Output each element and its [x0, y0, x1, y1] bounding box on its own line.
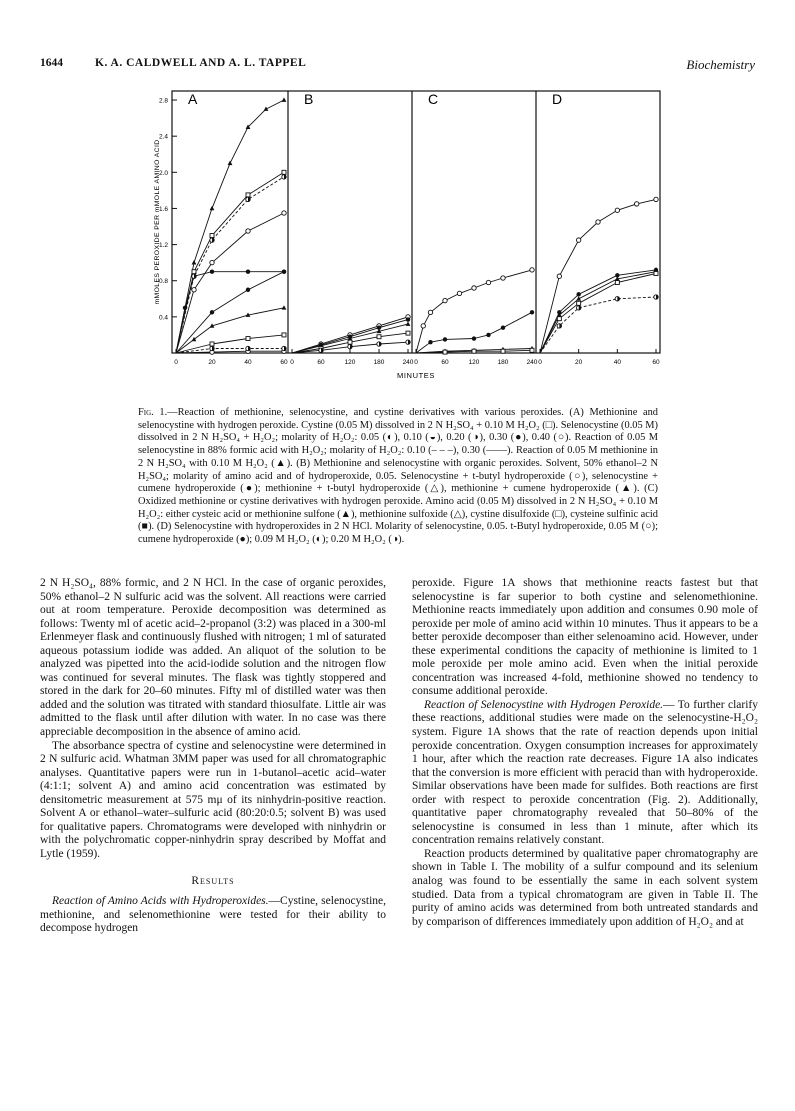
data-point: [348, 340, 352, 344]
body-text: [40, 577, 758, 1097]
paragraph: The absorbance spectra of cystine and selenocystine were determined in 2 N sulfuric acid. Whatman 3MM paper was used for all chromatographic analyses. Quantitative papers were run in 1-butanol–acetic acid–water (4:1:1; solvent A) and amino acid concentration was estimated by densitometric measurement at 575 mμ of its ninhydrin-positive reaction. Solvent A or ethanol–water–sulfuric acid (80:20:0.5; solvent B) was used for qualitative papers. Chromatograms were developed with ninhydrin or with the polychromatic copper-ninhydrin spray described by Moffat and Lytle (1959).: [40, 739, 386, 860]
page-header: [40, 57, 755, 75]
x-tick-label: 180: [373, 359, 385, 366]
data-point: [282, 97, 287, 101]
data-point: [246, 337, 250, 341]
data-point: [421, 324, 425, 328]
paragraph: Reaction products determined by qualitative paper chromatography are shown in Table I. The mobility of a sulfur compound and its selenium analog was found to be essentially the same in each solvent system studied. Data from a typical chromatogram are given in Table II. The purity of amino acids was determined from both untreated standards and by comparison of differences immediately upon addition of H₂O₂ and at: [412, 847, 758, 928]
data-point: [615, 208, 619, 212]
data-point: [406, 331, 410, 335]
data-point: [557, 317, 561, 321]
x-tick-label: 120: [468, 359, 480, 366]
data-point: [443, 350, 447, 354]
y-tick-label: 1.2: [158, 242, 168, 250]
x-tick-label: 40: [244, 359, 252, 366]
x-tick-label: 60: [317, 359, 325, 366]
x-tick-label: 0: [290, 359, 294, 366]
data-point: [210, 260, 214, 264]
data-point: [577, 301, 581, 305]
data-point: [654, 271, 658, 275]
data-point: [443, 337, 447, 341]
panel-label: C: [428, 91, 439, 107]
y-tick-label: 0.8: [158, 278, 168, 286]
data-point: [486, 333, 490, 337]
data-point: [246, 288, 250, 292]
data-point: [654, 197, 658, 201]
caption-label: Fig. 1.: [138, 407, 168, 418]
data-point: [530, 348, 534, 352]
data-point: [192, 288, 196, 292]
data-point: [530, 268, 534, 272]
data-point: [501, 326, 505, 330]
panel-label: B: [304, 91, 314, 107]
running-authors: K. A. CALDWELL AND A. L. TAPPEL: [95, 57, 307, 69]
x-tick-label: 0: [538, 359, 542, 366]
x-tick-label: 240: [402, 359, 414, 366]
data-point: [615, 281, 619, 285]
data-point: [634, 202, 638, 206]
figure-1-chart: [150, 85, 670, 390]
run-in-heading: Reaction of Selenocystine with Hydrogen Peroxide.: [424, 698, 664, 711]
y-tick-label: 2.8: [158, 97, 168, 105]
data-point: [457, 291, 461, 295]
x-tick-label: 20: [208, 359, 216, 366]
data-point: [530, 310, 534, 314]
section-heading: Results: [191, 875, 235, 888]
data-point: [486, 280, 490, 284]
x-tick-label: 60: [441, 359, 449, 366]
y-tick-label: 2.0: [158, 169, 168, 177]
paragraph: peroxide. Figure 1A shows that methionine reacts fastest but that selenocystine is far superior to both cystine and selenomethionine. Methionine reacts immediately upon addition and consumes 0.90 mole of peroxide per mole of amino acid within 10 minutes. Thus it appears to be a better peroxide decomposer than either selenoamino acid. However, under these experimental conditions the capacity of methionine is limited to 1 mole peroxide per mole amino acid. Even when the initial peroxide concentration was increased 4-fold, methionine showed no tendency to consume additional peroxide.: [412, 577, 758, 698]
figure-border: [172, 91, 660, 353]
x-tick-label: 60: [652, 359, 660, 366]
paragraph: Reaction of Amino Acids with Hydroperoxides.—Cystine, selenocystine, methionine, and selenomethionine were tested for their ability to decompose hydrogen: [40, 895, 386, 935]
x-tick-label: 60: [280, 359, 288, 366]
right-column: [412, 577, 758, 929]
data-point: [192, 260, 197, 264]
series-line: [176, 100, 284, 353]
page-number: 1644: [40, 57, 63, 69]
x-tick-label: 20: [575, 359, 583, 366]
data-point: [443, 298, 447, 302]
data-point: [406, 317, 410, 321]
data-point: [557, 274, 561, 278]
data-point: [282, 305, 287, 309]
data-point: [472, 286, 476, 290]
data-point: [576, 292, 580, 296]
data-point: [576, 238, 580, 242]
journal-name: Biochemistry: [686, 57, 755, 72]
data-point: [282, 269, 286, 273]
paragraph: 2 N H₂SO₄, 88% formic, and 2 N HCl. In the case of organic peroxides, 50% ethanol–2 N sulfuric acid was the solvent. All reactions were carried out at room temperature. Peroxide decomposition was determined as follows: Twenty ml of acetic acid–2-propanol (3:2) was placed in a 300-ml Erlenmeyer flask and continuously flushed with nitrogen; 1 ml of saturated aqueous potassium iodide was added. An aliquot of the solution to be analyzed was pipetted into the acid-iodide solution and the nitrogen flow was continued for several minutes. The flask was tightly stoppered and stored in the dark for 20–60 minutes. Fifty ml of distilled water was then added and the solution was titrated with standard thiosulfate. Little air was admitted to the flask until after dilution with water. In no case was there appreciable decomposition in the absence of amino acid.: [40, 577, 386, 739]
x-tick-label: 0: [414, 359, 418, 366]
run-in-heading: Reaction of Amino Acids with Hydroperoxides.: [52, 895, 269, 908]
data-point: [472, 349, 476, 353]
data-point: [282, 170, 286, 174]
data-point: [501, 276, 505, 280]
data-point: [228, 161, 233, 165]
y-tick-label: 1.6: [158, 205, 168, 213]
figure-frame: [172, 91, 660, 353]
data-point: [472, 336, 476, 340]
y-axis-label: mMOLES PEROXIDE PER mMOLE AMINO ACID: [154, 139, 161, 305]
data-point: [210, 234, 214, 238]
x-tick-label: 120: [344, 359, 356, 366]
data-point: [246, 229, 250, 233]
data-point: [246, 269, 250, 273]
panel-label: A: [188, 91, 198, 107]
caption-text: —Reaction of methionine, selenocystine, and cystine derivatives with various peroxides. (A) Methionine and selenocystine with hydrogen peroxide. Cystine (0.05 M) dissolved in 2 N H₂SO₄ + 0.10 M H₂O₂ (□). Selenocystine (0.05 M) dissolved in 2 N H₂SO₄ + H₂O₂; molarity of H₂O₂: 0.05 (◐), 0.10 (◒), 0.20 (◑), 0.30 (●), 0.40 (○). Reaction of 0.05 M selenocystine in 88% formic acid with H₂O₂; molarity of H₂O₂: 0.10 (– – –), 0.30 (——). Reaction of 0.05 M methionine in 2 N H₂SO₄ with 0.10 M H₂O₂ (▲). (B) Methionine and selenocystine with organic peroxides. Solvent, 50% ethanol–2 N H₂SO₄; molarity of amino acid and of hydroperoxide, 0.05. Selenocystine + t-butyl hydroperoxide (○), selenocystine + cumene hydroperoxide (●); methionine + t-butyl hydroperoxide (△), methionine + cumene hydroperoxide (▲). (C) Oxidized methionine or cystine derivatives with hydrogen peroxide. Amino acid (0.05 M) dissolved in 2 N H₂SO₄ + 0.10 M H₂O₂: either cysteic acid or methionine sulfone (▲), methionine sulfoxide (△), cystine disulfoxide (□), cysteine sulfinic acid (■). (D) Selenocystine with hydroperoxides in 2 N HCl. Molarity of selenocystine, 0.05. t-Butyl hydroperoxide, 0.05 M (○); cumene hydroperoxide (●); 0.09 M H₂O₂ (◐); 0.20 M H₂O₂ (◑).: [138, 407, 658, 546]
data-point: [428, 340, 432, 344]
data-point: [428, 310, 432, 314]
paragraph: Reaction of Selenocystine with Hydrogen Peroxide.— To further clarify these reactions, additional studies were made on the selenocystine-H₂O₂ system. Figure 1A shows that the rate of reaction depends upon initial peroxide concentration. Oxygen consumption increases for approximately 1 hour, after which the reaction rate decreases. Figure 1A also indicates that the conversion is more efficient with peracid than with hydroperoxide. Similar observations have been made for sulfides. Both reactions are first order with respect to peroxide concentration (Fig. 2). Additionally, quantitative paper chromatography revealed that 50–80% of the selenocystine is consumed in less than 1 minute, after which its concentration remains relatively constant.: [412, 698, 758, 847]
figure-caption: [138, 407, 658, 547]
data-point: [282, 333, 286, 337]
data-point: [501, 349, 505, 353]
figure-series: [176, 97, 658, 354]
data-point: [210, 310, 214, 314]
data-point: [377, 335, 381, 339]
data-point: [246, 193, 250, 197]
data-point: [596, 220, 600, 224]
data-point: [210, 269, 214, 273]
data-point: [210, 206, 215, 210]
data-point: [210, 342, 214, 346]
x-tick-label: 180: [497, 359, 509, 366]
x-tick-label: 240: [526, 359, 538, 366]
series-line: [176, 308, 284, 353]
series-line: [416, 312, 532, 353]
panel-label: D: [552, 91, 563, 107]
data-point: [406, 321, 411, 325]
data-point: [282, 211, 286, 215]
x-tick-label: 40: [613, 359, 621, 366]
x-tick-label: 0: [174, 359, 178, 366]
series-line: [176, 172, 284, 353]
data-point: [192, 337, 197, 341]
series-line: [176, 177, 284, 353]
left-column: [40, 577, 386, 936]
series-line: [176, 335, 284, 353]
y-tick-label: 0.4: [158, 314, 168, 322]
x-axis-label: MINUTES: [397, 371, 435, 380]
y-tick-label: 2.4: [158, 133, 168, 141]
